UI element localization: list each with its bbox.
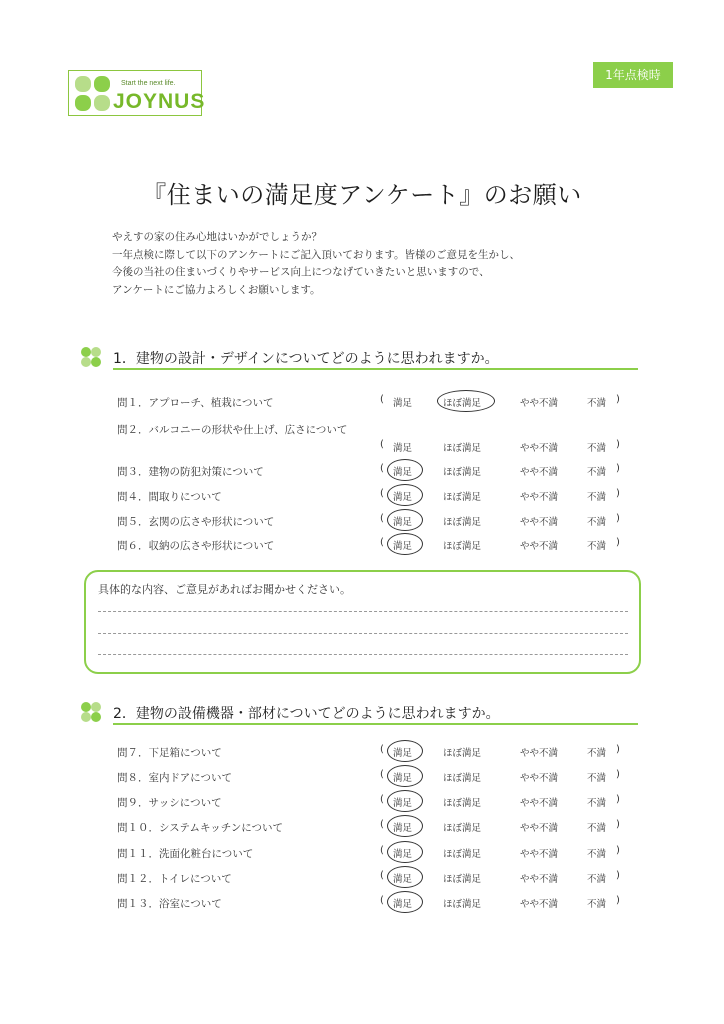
answer-option[interactable]: 不満 xyxy=(587,443,607,454)
comment-line xyxy=(98,654,628,655)
answer-option-selected[interactable]: 満足 xyxy=(393,823,413,834)
page-title: 『住まいの満足度アンケート』のお願い xyxy=(142,181,582,209)
answer-option[interactable]: やや不満 xyxy=(520,849,559,860)
answer-option[interactable]: 満足 xyxy=(393,443,413,454)
answer-option[interactable]: やや不満 xyxy=(520,517,559,528)
question-label: 問１．アプローチ、植栽について xyxy=(117,397,274,409)
answer-option[interactable]: やや不満 xyxy=(520,798,559,809)
open-paren: ( xyxy=(380,537,384,548)
question-label: 問７．下足箱について xyxy=(117,747,222,759)
answer-option[interactable]: ほぼ満足 xyxy=(443,773,482,784)
answer-option[interactable]: ほぼ満足 xyxy=(443,874,482,885)
intro-text xyxy=(112,229,520,299)
question-label: 問３．建物の防犯対策について xyxy=(117,466,264,478)
answer-option[interactable]: ほぼ満足 xyxy=(443,467,482,478)
selection-circle xyxy=(387,815,423,837)
open-paren: ( xyxy=(380,513,384,524)
question-label: 問５．玄関の広さや形状について xyxy=(117,516,275,528)
answer-option-selected[interactable]: 満足 xyxy=(393,874,413,885)
comment-box[interactable] xyxy=(84,570,641,674)
open-paren: ( xyxy=(380,845,384,856)
clover-icon xyxy=(80,701,102,723)
answer-option[interactable]: ほぼ満足 xyxy=(443,443,482,454)
intro-line: 今後の当社の住まいづくりやサービス向上につなげていきたいと思いますので、 xyxy=(112,266,490,278)
answer-option-selected[interactable]: 満足 xyxy=(393,748,413,759)
answer-option[interactable]: 不満 xyxy=(587,398,607,409)
section-1-rule xyxy=(113,368,638,370)
answer-option[interactable]: 不満 xyxy=(587,798,607,809)
answer-option[interactable]: 不満 xyxy=(587,541,607,552)
intro-line: やえすの家の住み心地はいかがでしょうか？ xyxy=(112,231,322,243)
answer-option[interactable]: ほぼ満足 xyxy=(443,492,482,503)
selection-circle xyxy=(387,509,423,531)
section-1-heading: 1．建物の設計・デザインについてどのように思われますか。 xyxy=(113,351,499,367)
answer-option-selected[interactable]: 満足 xyxy=(393,798,413,809)
selection-circle xyxy=(387,841,423,863)
answer-option[interactable]: ほぼ満足 xyxy=(443,823,482,834)
answer-option[interactable]: ほぼ満足 xyxy=(443,849,482,860)
answer-option-selected[interactable]: 満足 xyxy=(393,467,413,478)
close-paren: ) xyxy=(616,870,620,881)
answer-option[interactable]: やや不満 xyxy=(520,541,559,552)
open-paren: ( xyxy=(380,895,384,906)
answer-option-selected[interactable]: ほぼ満足 xyxy=(443,398,482,409)
answer-option[interactable]: ほぼ満足 xyxy=(443,748,482,759)
selection-circle xyxy=(437,390,495,412)
answer-option[interactable]: 不満 xyxy=(587,517,607,528)
close-paren: ) xyxy=(616,744,620,755)
selection-circle xyxy=(387,740,423,762)
question-label: 問４．間取りについて xyxy=(117,491,222,503)
section-2-rule xyxy=(113,723,638,725)
answer-option[interactable]: ほぼ満足 xyxy=(443,798,482,809)
close-paren: ) xyxy=(616,769,620,780)
answer-option-selected[interactable]: 満足 xyxy=(393,773,413,784)
logo-tagline: Start the next life. xyxy=(121,80,176,87)
comment-line xyxy=(98,611,628,612)
section-2-heading: 2．建物の設備機器・部材についてどのように思われますか。 xyxy=(113,706,500,722)
answer-option-selected[interactable]: 満足 xyxy=(393,541,413,552)
selection-circle xyxy=(387,790,423,812)
logo-wordmark: JOYNUS xyxy=(113,90,206,113)
answer-option-selected[interactable]: 満足 xyxy=(393,899,413,910)
close-paren: ) xyxy=(616,794,620,805)
open-paren: ( xyxy=(380,794,384,805)
open-paren: ( xyxy=(380,488,384,499)
clover-logo-icon xyxy=(73,74,113,114)
answer-option[interactable]: ほぼ満足 xyxy=(443,541,482,552)
answer-option[interactable]: 不満 xyxy=(587,823,607,834)
close-paren: ) xyxy=(616,488,620,499)
selection-circle xyxy=(387,459,423,481)
question-label: 問１２．トイレについて xyxy=(117,873,232,885)
answer-option[interactable]: ほぼ満足 xyxy=(443,899,482,910)
open-paren: ( xyxy=(380,819,384,830)
question-label: 問９．サッシについて xyxy=(117,797,222,809)
selection-circle xyxy=(387,866,423,888)
open-paren: ( xyxy=(380,744,384,755)
answer-option[interactable]: やや不満 xyxy=(520,874,559,885)
comment-box-label: 具体的な内容、ご意見があればお聞かせください。 xyxy=(98,583,351,596)
answer-option[interactable]: 不満 xyxy=(587,492,607,503)
answer-option-selected[interactable]: 満足 xyxy=(393,849,413,860)
inspection-badge: 1年点検時 xyxy=(593,62,673,88)
selection-circle xyxy=(387,891,423,913)
close-paren: ) xyxy=(616,463,620,474)
answer-option[interactable]: 不満 xyxy=(587,748,607,759)
answer-option[interactable]: やや不満 xyxy=(520,899,559,910)
intro-line: 一年点検に際して以下のアンケートにご記入頂いております。皆様のご意見を生かし、 xyxy=(112,248,521,261)
open-paren: ( xyxy=(380,439,384,450)
selection-circle xyxy=(387,484,423,506)
question-label: 問８．室内ドアについて xyxy=(117,772,232,784)
answer-option[interactable]: やや不満 xyxy=(520,773,559,784)
answer-option[interactable]: ほぼ満足 xyxy=(443,517,482,528)
open-paren: ( xyxy=(380,769,384,780)
close-paren: ) xyxy=(616,537,620,548)
close-paren: ) xyxy=(616,513,620,524)
answer-option[interactable]: 不満 xyxy=(587,874,607,885)
question-label: 問２．バルコニーの形状や仕上げ、広さについて xyxy=(117,424,348,436)
intro-line: アンケートにご協力よろしくお願いします。 xyxy=(112,283,321,296)
answer-option[interactable]: やや不満 xyxy=(520,467,559,478)
question-label: 問１１．洗面化粧台について xyxy=(117,848,254,860)
answer-option-selected[interactable]: 満足 xyxy=(393,492,413,503)
answer-option[interactable]: 不満 xyxy=(587,467,607,478)
clover-icon xyxy=(80,346,102,368)
close-paren: ) xyxy=(616,394,620,405)
selection-circle xyxy=(387,533,423,555)
question-label: 問１０．システムキッチンについて xyxy=(117,822,284,834)
close-paren: ) xyxy=(616,845,620,856)
answer-option[interactable]: やや不満 xyxy=(520,443,559,454)
answer-option-selected[interactable]: 満足 xyxy=(393,517,413,528)
comment-line xyxy=(98,633,628,634)
open-paren: ( xyxy=(380,394,384,405)
answer-option[interactable]: 満足 xyxy=(393,398,413,409)
question-label: 問１３．浴室について xyxy=(117,898,222,910)
close-paren: ) xyxy=(616,895,620,906)
open-paren: ( xyxy=(380,463,384,474)
answer-option[interactable]: やや不満 xyxy=(520,492,559,503)
close-paren: ) xyxy=(616,819,620,830)
answer-option[interactable]: やや不満 xyxy=(520,823,559,834)
answer-option[interactable]: 不満 xyxy=(587,773,607,784)
answer-option[interactable]: 不満 xyxy=(587,849,607,860)
selection-circle xyxy=(387,765,423,787)
close-paren: ) xyxy=(616,439,620,450)
answer-option[interactable]: 不満 xyxy=(587,899,607,910)
joynus-logo xyxy=(68,70,206,116)
answer-option[interactable]: やや不満 xyxy=(520,748,559,759)
question-label: 問６．収納の広さや形状について xyxy=(117,540,275,552)
answer-option[interactable]: やや不満 xyxy=(520,398,559,409)
open-paren: ( xyxy=(380,870,384,881)
